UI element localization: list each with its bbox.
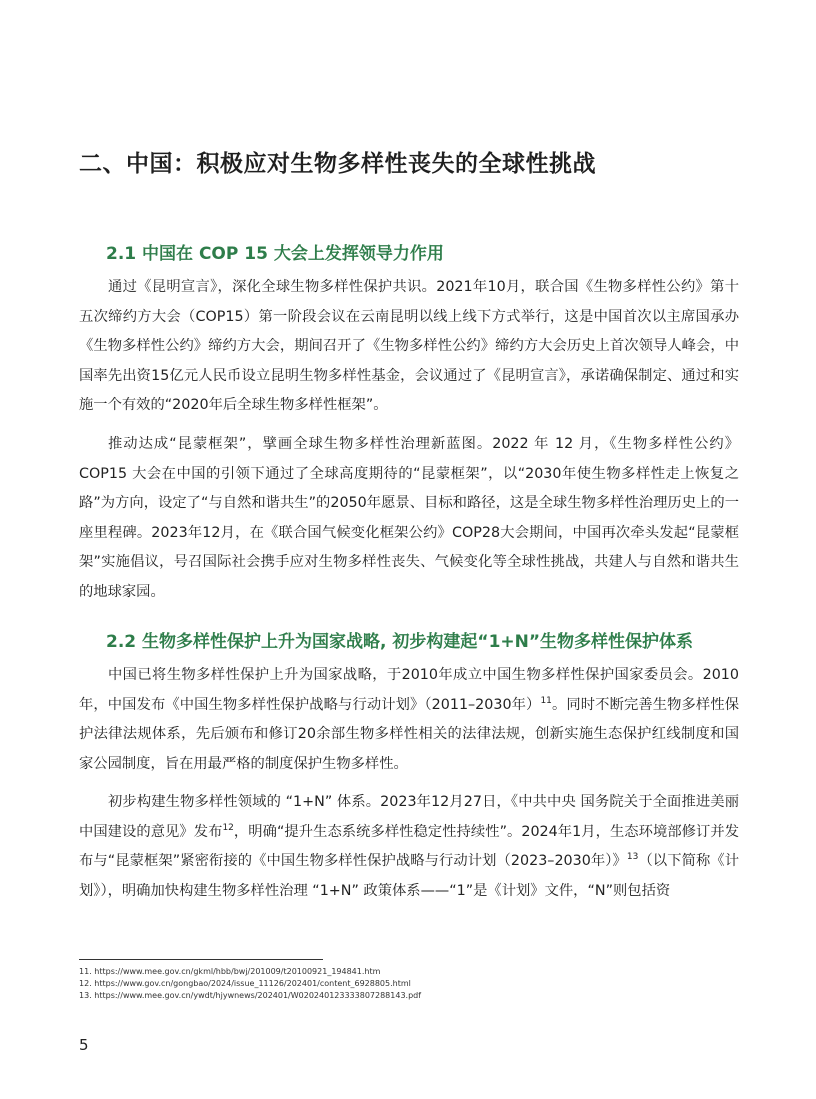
footnote-13[interactable]: 13. https://www.mee.gov.cn/ywdt/hjywnews/202401/W020240123333807288143.pdf: [79, 991, 422, 1001]
footnote-12[interactable]: 12. https://www.gov.cn/gongbao/2024/issue_11126/202401/content_6928805.html: [79, 979, 411, 989]
paragraph-text: 。同时不断完善生物多样性保护法律法规体系，先后颁布和修订20余部生物多样性相关的法律法规，创新实施生态保护红线制度和国家公园制度，旨在用最严格的制度保护生物多样性。: [79, 696, 740, 772]
paragraph: 通过《昆明宣言》，深化全球生物多样性保护共识。2021年10月，联合国《生物多样性公约》第十五次缔约方大会（COP15）第一阶段会议在云南昆明以线上线下方式举行，这是中国首次以主席国承办《生物多样性公约》缔约方大会，期间召开了《生物多样性公约》缔约方大会历史上首次领导人峰会，中国率先出资15亿元人民币设立昆明生物多样性基金，会议通过了《昆明宣言》，承诺确保制定、通过和实施一个有效的“2020年后全球生物多样性框架”。: [79, 279, 739, 413]
section-heading-2-1: 2.1 中国在 COP 15 大会上发挥领导力作用: [106, 244, 444, 264]
paragraph: [79, 661, 739, 779]
paragraph: 推动达成“昆蒙框架”，擘画全球生物多样性治理新蓝图。2022 年 12 月，《生物多样性公约》COP15 大会在中国的引领下通过了全球高度期待的“昆蒙框架”，以“2030年使生物多样性走上恢复之路”为方向，设定了“与自然和谐共生”的2050年愿景、目标和路径，这是全球生物多样性治理历史上的一座里程碑。2023年12月，在《联合国气候变化框架公约》COP28大会期间，中国再次牵头发起“昆蒙框架”实施倡议，号召国际社会携手应对生物多样性丧失、气候变化等全球性挑战，共建人与自然和谐共生的地球家园。: [79, 436, 739, 600]
footnote-11[interactable]: 11. https://www.mee.gov.cn/gkml/hbb/bwj/201009/t20100921_194841.htm: [79, 967, 381, 976]
paragraph-text: （以下简称《计划》），明确加快构建生物多样性治理 “1+N” 政策体系——“1”是《计划》文件，“N”则包括资: [79, 853, 740, 899]
paragraph: [79, 788, 739, 906]
page-title: 二、中国：积极应对生物多样性丧失的全球性挑战: [79, 151, 596, 177]
footnote-ref: 12: [222, 822, 234, 833]
paragraph-text: ，明确“提升生态系统多样性稳定性持续性”。2024年1月，生态环境部修订并发布与“昆蒙框架”紧密衔接的《中国生物多样性保护战略与行动计划（2023–2030年）》: [79, 823, 740, 869]
footnote-divider: [79, 959, 323, 960]
paragraph-text: 初步构建生物多样性领域的 “1+N” 体系。2023年12月27日，《中共中央 国务院关于全面推进美丽中国建设的意见》发布: [79, 794, 739, 840]
footnotes: [79, 966, 421, 1003]
footnote-ref: 13: [626, 852, 639, 863]
page-number: 5: [79, 1036, 89, 1054]
paragraph-text: 中国已将生物多样性保护上升为国家战略，于2010年成立中国生物多样性保护国家委员会。2010年，中国发布《中国生物多样性保护战略与行动计划》（2011–2030年）: [79, 667, 739, 713]
section-heading-2-2: 2.2 生物多样性保护上升为国家战略, 初步构建起“1+N”生物多样性保护体系: [106, 632, 694, 652]
footnote-ref: 11: [540, 695, 552, 706]
